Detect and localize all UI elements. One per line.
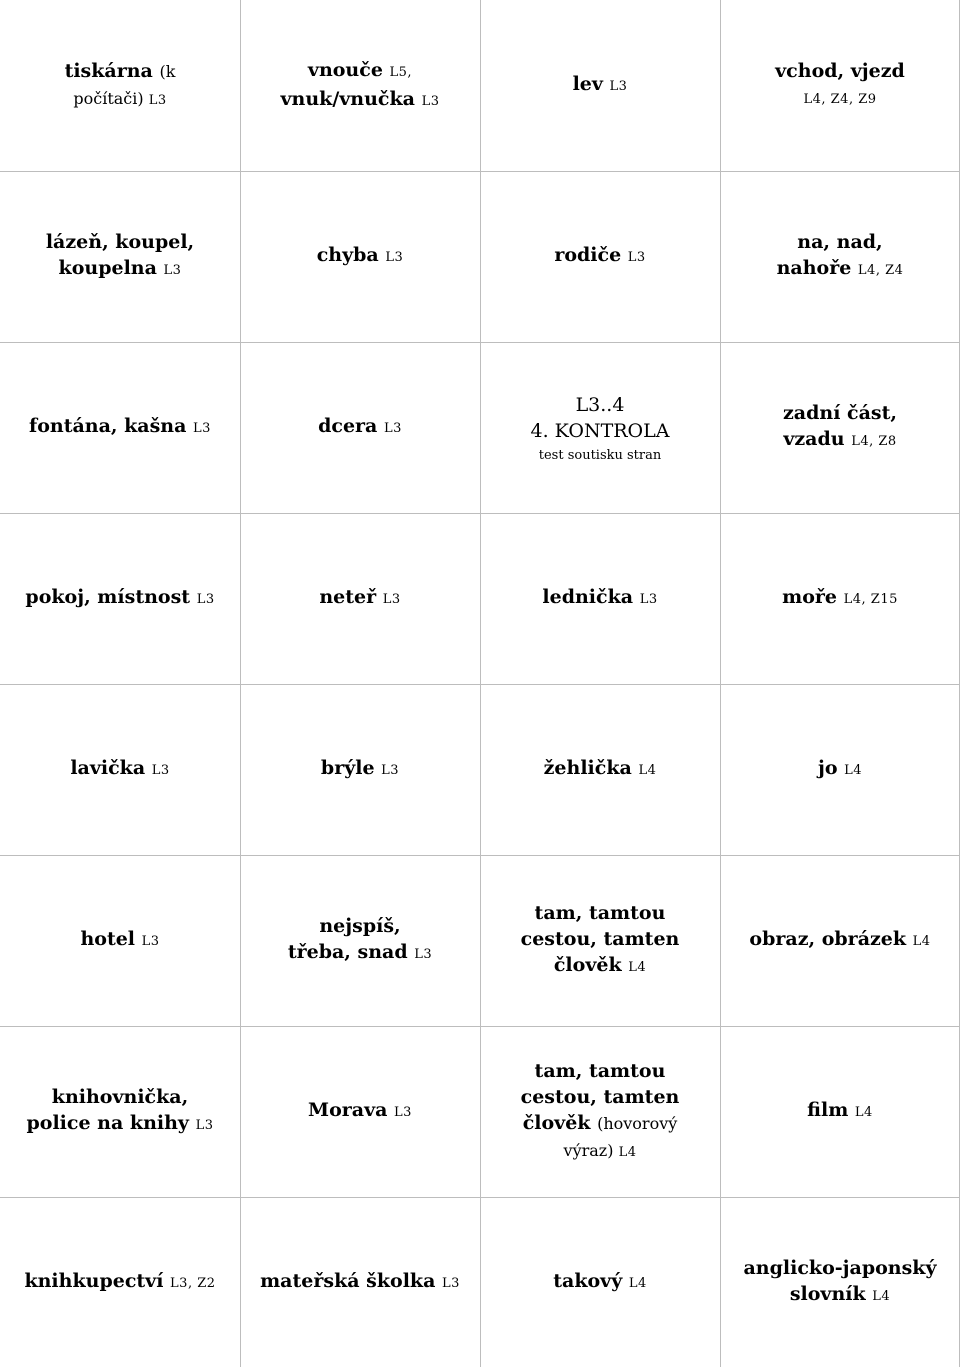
vocab-card <box>0 342 240 513</box>
card-word: člověk <box>522 1111 598 1134</box>
card-word: film <box>807 1099 855 1121</box>
vocab-card <box>480 171 720 342</box>
card-note: počítači) <box>73 88 149 108</box>
vocab-card <box>480 342 720 513</box>
card-word: lázeň, koupel, <box>45 231 195 253</box>
lesson-tag: L4, Z8 <box>851 434 897 449</box>
card-word: koupelna <box>58 257 164 279</box>
lesson-tag: L3 <box>385 250 404 265</box>
vocab-card <box>0 1197 240 1367</box>
card-line <box>797 229 882 255</box>
vocab-card <box>720 171 960 342</box>
card-word: lev <box>572 73 610 95</box>
lesson-tag: L3 <box>381 763 400 778</box>
card-line <box>783 426 896 455</box>
lesson-tag: L3 <box>609 79 628 94</box>
vocab-card <box>480 0 720 171</box>
card-line <box>280 86 439 115</box>
card-line <box>73 85 166 114</box>
card-line <box>573 71 628 100</box>
card-word: knihovnička, <box>51 1086 189 1108</box>
lesson-tag: L4 <box>872 1288 891 1304</box>
card-word: člověk <box>553 954 629 976</box>
lesson-tag: L3 <box>627 250 646 265</box>
card-line <box>554 952 646 981</box>
vocab-card <box>480 1026 720 1197</box>
card-word: dcera <box>318 415 384 437</box>
card-word: rodiče <box>554 244 628 266</box>
card-line <box>564 1137 637 1166</box>
card-subtitle: test soutisku stran <box>538 448 662 463</box>
card-note: (k <box>159 61 176 81</box>
card-line <box>25 584 214 613</box>
card-word: cestou, tamten <box>520 928 680 950</box>
lesson-tag: L4 <box>628 960 647 975</box>
card-line <box>554 242 645 271</box>
lesson-tag: L3 <box>421 93 440 109</box>
card-line <box>803 84 876 113</box>
card-line <box>80 926 159 955</box>
card-line <box>521 1084 680 1110</box>
vocab-card <box>0 171 240 342</box>
lesson-tag: L4, Z4 <box>857 263 904 278</box>
lesson-tag: L4 <box>912 934 931 949</box>
card-word: hotel <box>80 928 142 950</box>
card-word: Morava <box>308 1099 395 1121</box>
vocab-card <box>480 1197 720 1367</box>
card-line <box>535 900 666 926</box>
lesson-tag: L3, Z2 <box>170 1275 216 1291</box>
card-line <box>535 1058 666 1084</box>
card-line <box>818 755 862 784</box>
card-line <box>523 1110 678 1137</box>
vocab-card <box>240 1026 480 1197</box>
card-line <box>288 939 432 968</box>
lesson-tag: L4 <box>854 1105 873 1120</box>
card-word: fontána, kašna <box>29 415 194 437</box>
card-line <box>308 57 412 86</box>
vocab-card <box>240 1197 480 1367</box>
vocab-card <box>0 0 240 171</box>
card-word: nahoře <box>776 257 858 279</box>
vocab-card <box>0 855 240 1026</box>
card-line <box>321 755 399 784</box>
lesson-tag: L4, Z15 <box>843 592 898 607</box>
vocab-card <box>240 684 480 855</box>
lesson-tag: L4 <box>628 1275 647 1291</box>
card-word: lavička <box>70 757 152 779</box>
card-line <box>319 584 400 613</box>
vocab-card <box>240 0 480 171</box>
lesson-tag: L3 <box>639 592 658 607</box>
card-word: L3..4 <box>575 394 625 416</box>
vocab-card <box>0 684 240 855</box>
card-line <box>318 413 402 442</box>
card-word: neteř <box>319 586 383 608</box>
card-word: knihkupectví <box>24 1269 171 1292</box>
card-note: (hovorový <box>597 1113 678 1133</box>
vocab-card <box>480 855 720 1026</box>
card-line <box>775 58 905 84</box>
vocab-card <box>720 513 960 684</box>
card-word: jo <box>817 757 845 779</box>
lesson-tag: L3 <box>383 421 402 436</box>
card-line <box>576 392 625 418</box>
card-line <box>807 1097 873 1126</box>
vocab-card <box>720 1026 960 1197</box>
card-line <box>70 755 169 784</box>
lesson-tag: L4 <box>638 763 657 778</box>
card-line <box>744 1255 937 1281</box>
card-line <box>59 255 182 284</box>
lesson-tag: L3 <box>196 592 215 607</box>
card-word: moře <box>782 586 844 608</box>
card-word: tam, tamtou <box>534 902 666 924</box>
vocab-card <box>0 513 240 684</box>
vocab-card <box>480 513 720 684</box>
card-line <box>531 418 670 444</box>
card-word: lednička <box>542 586 640 608</box>
card-line <box>521 926 680 952</box>
card-line <box>65 58 176 85</box>
card-line <box>317 242 404 271</box>
card-line <box>260 1268 460 1297</box>
lesson-tag: L3 <box>442 1275 460 1291</box>
card-line <box>542 584 657 613</box>
card-word: 4. KONTROLA <box>530 420 670 442</box>
card-word: vchod, vjezd <box>775 60 905 82</box>
card-word: takový <box>553 1269 629 1292</box>
lesson-tag: L3 <box>151 763 170 778</box>
card-line <box>782 584 898 613</box>
lesson-tag: L3 <box>414 947 433 962</box>
lesson-tag: L3 <box>382 592 401 607</box>
card-line <box>553 1268 647 1297</box>
card-word: anglicko-japonský <box>743 1256 937 1279</box>
vocab-card <box>240 855 480 1026</box>
card-word: vnuk/vnučka <box>280 87 422 110</box>
card-word: na, nad, <box>797 231 883 253</box>
card-word: žehlička <box>543 757 639 779</box>
lesson-tag: L3 <box>195 1118 214 1133</box>
card-line <box>308 1097 412 1126</box>
card-line <box>27 1110 214 1139</box>
vocab-card <box>240 513 480 684</box>
lesson-tag: L3 <box>148 92 167 108</box>
lesson-tag: L4 <box>618 1144 637 1160</box>
lesson-tag: L4, Z4, Z9 <box>803 92 877 107</box>
vocab-card <box>240 171 480 342</box>
card-word: brýle <box>320 757 382 779</box>
card-line <box>783 400 897 426</box>
vocab-card <box>720 1197 960 1367</box>
vocab-card <box>720 342 960 513</box>
card-word: obraz, obrázek <box>749 928 913 950</box>
card-line <box>46 229 194 255</box>
card-word: pokoj, místnost <box>25 586 197 608</box>
vocab-card <box>720 855 960 1026</box>
card-line <box>319 913 400 939</box>
card-word: vzadu <box>783 428 852 450</box>
card-line <box>544 755 657 784</box>
card-word: chyba <box>316 244 386 266</box>
card-word: slovník <box>789 1282 873 1305</box>
vocab-card <box>240 342 480 513</box>
card-line <box>749 926 930 955</box>
card-line <box>52 1084 188 1110</box>
card-line <box>24 1268 215 1297</box>
lesson-tag: L3 <box>394 1105 412 1120</box>
card-note: výraz) <box>563 1140 619 1160</box>
card-word: police na knihy <box>26 1112 196 1134</box>
lesson-tag: L3 <box>163 263 182 278</box>
card-line <box>777 255 904 284</box>
lesson-tag: L3 <box>193 421 211 436</box>
card-word: zadní část, <box>783 402 897 424</box>
card-line <box>790 1281 890 1310</box>
lesson-tag: L3 <box>141 934 160 949</box>
lesson-tag: L5, <box>389 64 413 80</box>
card-word: tiskárna <box>64 59 160 82</box>
card-line <box>29 413 211 442</box>
vocab-card <box>720 684 960 855</box>
card-word: nejspíš, <box>319 915 401 937</box>
vocab-card <box>0 1026 240 1197</box>
vocab-card <box>720 0 960 171</box>
card-word: vnouče <box>307 58 390 81</box>
card-word: mateřská školka <box>260 1269 442 1292</box>
vocab-card <box>480 684 720 855</box>
card-word: tam, tamtou <box>534 1059 666 1082</box>
card-word: cestou, tamten <box>520 1085 680 1108</box>
card-word: třeba, snad <box>287 941 415 963</box>
lesson-tag: L4 <box>844 763 863 778</box>
